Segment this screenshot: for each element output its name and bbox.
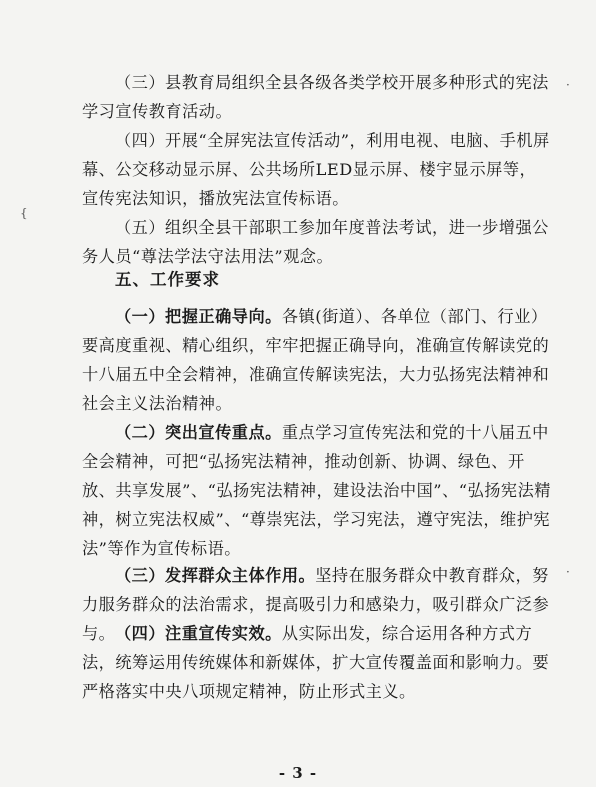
requirement-4-text: 从实际出发，综合运用各种方式方法，统筹运用传统媒体和新媒体，扩大宣传覆盖面和影响力。要严格落实中央八项规定精神，防止形式主义。 [82, 624, 550, 701]
requirement-1-lead: （一）把握正确导向。 [115, 307, 282, 326]
requirement-4-lead: （四）注重宣传实效。 [115, 624, 282, 643]
paragraph-4: （四）开展“全屏宪法宣传活动”，利用电视、电脑、手机屏幕、公交移动显示屏、公共场所LED显示屏、楼宇显示屏等，宣传宪法知识，播放宪法宣传标语。 [82, 131, 550, 208]
requirement-2-lead: （二）突出宣传重点。 [115, 423, 282, 442]
requirement-2-text: 重点学习宣传宪法和党的十八届五中全会精神，可把“弘扬宪法精神，推动创新、协调、绿色、开放、共享发展”、“弘扬宪法精神，建设法治中国”、“弘扬宪法精神，树立宪法权威”、“尊崇宪法，学习宪法，遵守宪法，维护宪法”等作为宣传标语。 [82, 423, 551, 558]
paragraph-3: （三）县教育局组织全县各级各类学校开展多种形式的宪法学习宣传教育活动。 [82, 73, 549, 121]
page-number: - 3 - [278, 764, 318, 782]
paragraph-5: （五）组织全县干部职工参加年度普法考试，进一步增强公务人员“尊法学法守法用法”观念。 [82, 218, 549, 266]
requirement-1-text: 各镇(街道）、各单位（部门、行业）要高度重视、精心组织，牢牢把握正确导向，准确宣传解读党的十八届五中全会精神，准确宣传解读宪法，大力弘扬宪法精神和社会主义法治精神。 [82, 307, 550, 413]
section-heading: 五、工作要求 [115, 270, 220, 289]
scan-dot-mark: · [566, 78, 570, 92]
scan-dot-mark: · [566, 565, 570, 579]
scan-bracket-mark: { [20, 206, 28, 220]
requirement-3-text: 坚持在服务群众中教育群众，努力服务群众的法治需求，提高吸引力和感染力，吸引群众广泛参与。 [82, 566, 550, 643]
requirement-2 [82, 418, 552, 563]
requirement-4 [82, 619, 552, 706]
requirement-1 [82, 302, 552, 418]
requirement-3-lead: （三）发挥群众主体作用。 [115, 566, 316, 585]
